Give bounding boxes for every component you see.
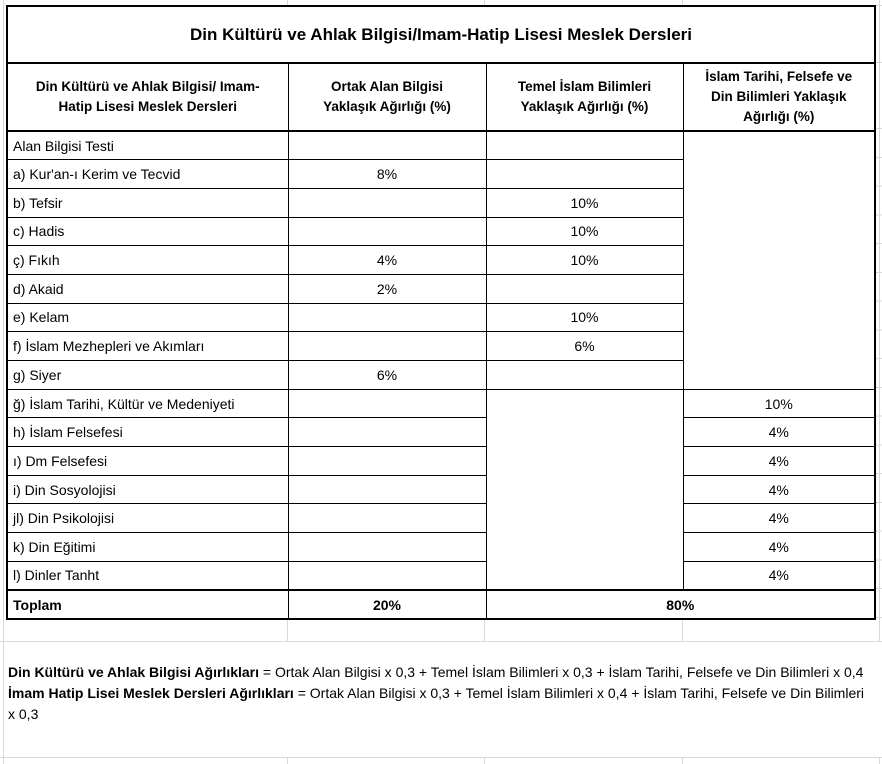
table-row <box>7 389 875 418</box>
temel-weight-cell <box>486 160 683 189</box>
islam-weight-cell: 4% <box>683 418 875 447</box>
total-ortak-cell: 20% <box>288 590 486 619</box>
islam-weight-cell: 4% <box>683 504 875 533</box>
header-line: Hatip Lisesi Meslek Dersleri <box>58 99 238 114</box>
footnote-segment: = Ortak Alan Bilgisi x 0,3 + Temel İslam Bilimleri x 0,4 + İslam Tarihi, Felsefe ve Din Bilimleri x 0,3 <box>8 685 865 722</box>
islam-weight-cell: 4% <box>683 447 875 476</box>
temel-weight-cell: 10% <box>486 246 683 275</box>
header-line: Ağırlığı (%) <box>743 109 815 124</box>
subject-label: i) Din Sosyolojisi <box>7 475 288 504</box>
table-row <box>7 418 875 447</box>
ortak-weight-cell <box>288 533 486 562</box>
table-row <box>7 6 875 63</box>
subject-label: ı) Dm Felsefesi <box>7 447 288 476</box>
ortak-weight-cell <box>288 561 486 590</box>
table-row <box>7 447 875 476</box>
subject-label: k) Din Eğitimi <box>7 533 288 562</box>
gridline <box>682 617 683 641</box>
header-line: Yaklaşık Ağırlığı (%) <box>323 99 451 114</box>
table-title: Din Kültürü ve Ahlak Bilgisi/Imam-Hatip Lisesi Meslek Dersleri <box>7 6 875 63</box>
gridline <box>3 0 4 764</box>
column-header-temel-islam <box>486 63 683 131</box>
subject-label: b) Tefsir <box>7 188 288 217</box>
ortak-weight-cell: 6% <box>288 361 486 390</box>
column-header-subjects <box>7 63 288 131</box>
ortak-weight-cell <box>288 217 486 246</box>
subject-label: d) Akaid <box>7 274 288 303</box>
subject-label: ğ) İslam Tarihi, Kültür ve Medeniyeti <box>7 389 288 418</box>
temel-weight-cell <box>486 131 683 160</box>
ortak-weight-cell <box>288 389 486 418</box>
islam-weight-cell: 4% <box>683 533 875 562</box>
temel-weight-cell: 6% <box>486 332 683 361</box>
header-line: Din Kültürü ve Ahlak Bilgisi/ Imam- <box>35 79 260 94</box>
gridline <box>879 757 880 764</box>
subject-label: g) Siyer <box>7 361 288 390</box>
subject-label: jl) Din Psikolojisi <box>7 504 288 533</box>
gridline <box>287 617 288 641</box>
column-header-islam-tarihi <box>683 63 875 131</box>
ortak-weight-cell: 2% <box>288 274 486 303</box>
table-row <box>7 131 875 160</box>
footnote-segment: = Ortak Alan Bilgisi x 0,3 + Temel İslam Bilimleri x 0,3 + İslam Tarihi, Felsefe ve Din Bilimleri x 0,4 <box>259 664 864 680</box>
temel-weight-cell: 10% <box>486 217 683 246</box>
footnote-bold-segment: Din Kültürü ve Ahlak Bilgisi Ağırlıkları <box>8 664 260 680</box>
ortak-weight-cell <box>288 475 486 504</box>
islam-weight-cell: 4% <box>683 561 875 590</box>
footnote <box>8 662 870 725</box>
total-merged-cell: 80% <box>486 590 875 619</box>
header-line: Din Bilimleri Yaklaşık <box>710 89 847 104</box>
islam-weight-cell: 4% <box>683 475 875 504</box>
footnote-bold-segment: İmam Hatip Lisei Meslek Dersleri Ağırlıkları <box>8 685 294 701</box>
ortak-weight-cell: 4% <box>288 246 486 275</box>
temel-weight-cell: 10% <box>486 188 683 217</box>
ortak-weight-cell <box>288 188 486 217</box>
column-header-ortak-alan <box>288 63 486 131</box>
header-line: İslam Tarihi, Felsefe ve <box>705 69 853 84</box>
table-row <box>7 561 875 590</box>
ortak-weight-cell: 8% <box>288 160 486 189</box>
ortak-weight-cell <box>288 504 486 533</box>
subject-label: f) İslam Mezhepleri ve Akımları <box>7 332 288 361</box>
table-row <box>7 533 875 562</box>
total-row <box>7 590 875 619</box>
islam-weight-cell: 10% <box>683 389 875 418</box>
subject-label: l) Dinler Tanht <box>7 561 288 590</box>
temel-weight-cell <box>486 274 683 303</box>
temel-weight-cell <box>486 361 683 390</box>
ortak-weight-cell <box>288 447 486 476</box>
gridline <box>0 757 882 758</box>
header-line: Ortak Alan Bilgisi <box>330 79 444 94</box>
gridline <box>0 641 882 642</box>
subject-label: h) İslam Felsefesi <box>7 418 288 447</box>
temel-weight-cell: 10% <box>486 303 683 332</box>
header-line: Temel İslam Bilimleri <box>517 79 652 94</box>
subject-label: ç) Fıkıh <box>7 246 288 275</box>
weights-table <box>6 5 876 620</box>
subject-label: Alan Bilgisi Testi <box>7 131 288 160</box>
gridline <box>484 617 485 641</box>
temel-weight-merged-cell <box>486 389 683 590</box>
table-row <box>7 504 875 533</box>
table-row <box>7 63 875 131</box>
gridline <box>682 757 683 764</box>
islam-weight-merged-cell <box>683 131 875 389</box>
subject-label: a) Kur'an-ı Kerim ve Tecvid <box>7 160 288 189</box>
subject-label: e) Kelam <box>7 303 288 332</box>
ortak-weight-cell <box>288 131 486 160</box>
ortak-weight-cell <box>288 418 486 447</box>
gridline <box>484 757 485 764</box>
gridline <box>287 757 288 764</box>
subject-label: c) Hadis <box>7 217 288 246</box>
table-row <box>7 475 875 504</box>
ortak-weight-cell <box>288 303 486 332</box>
total-label: Toplam <box>7 590 288 619</box>
ortak-weight-cell <box>288 332 486 361</box>
header-line: Yaklaşık Ağırlığı (%) <box>520 99 649 114</box>
